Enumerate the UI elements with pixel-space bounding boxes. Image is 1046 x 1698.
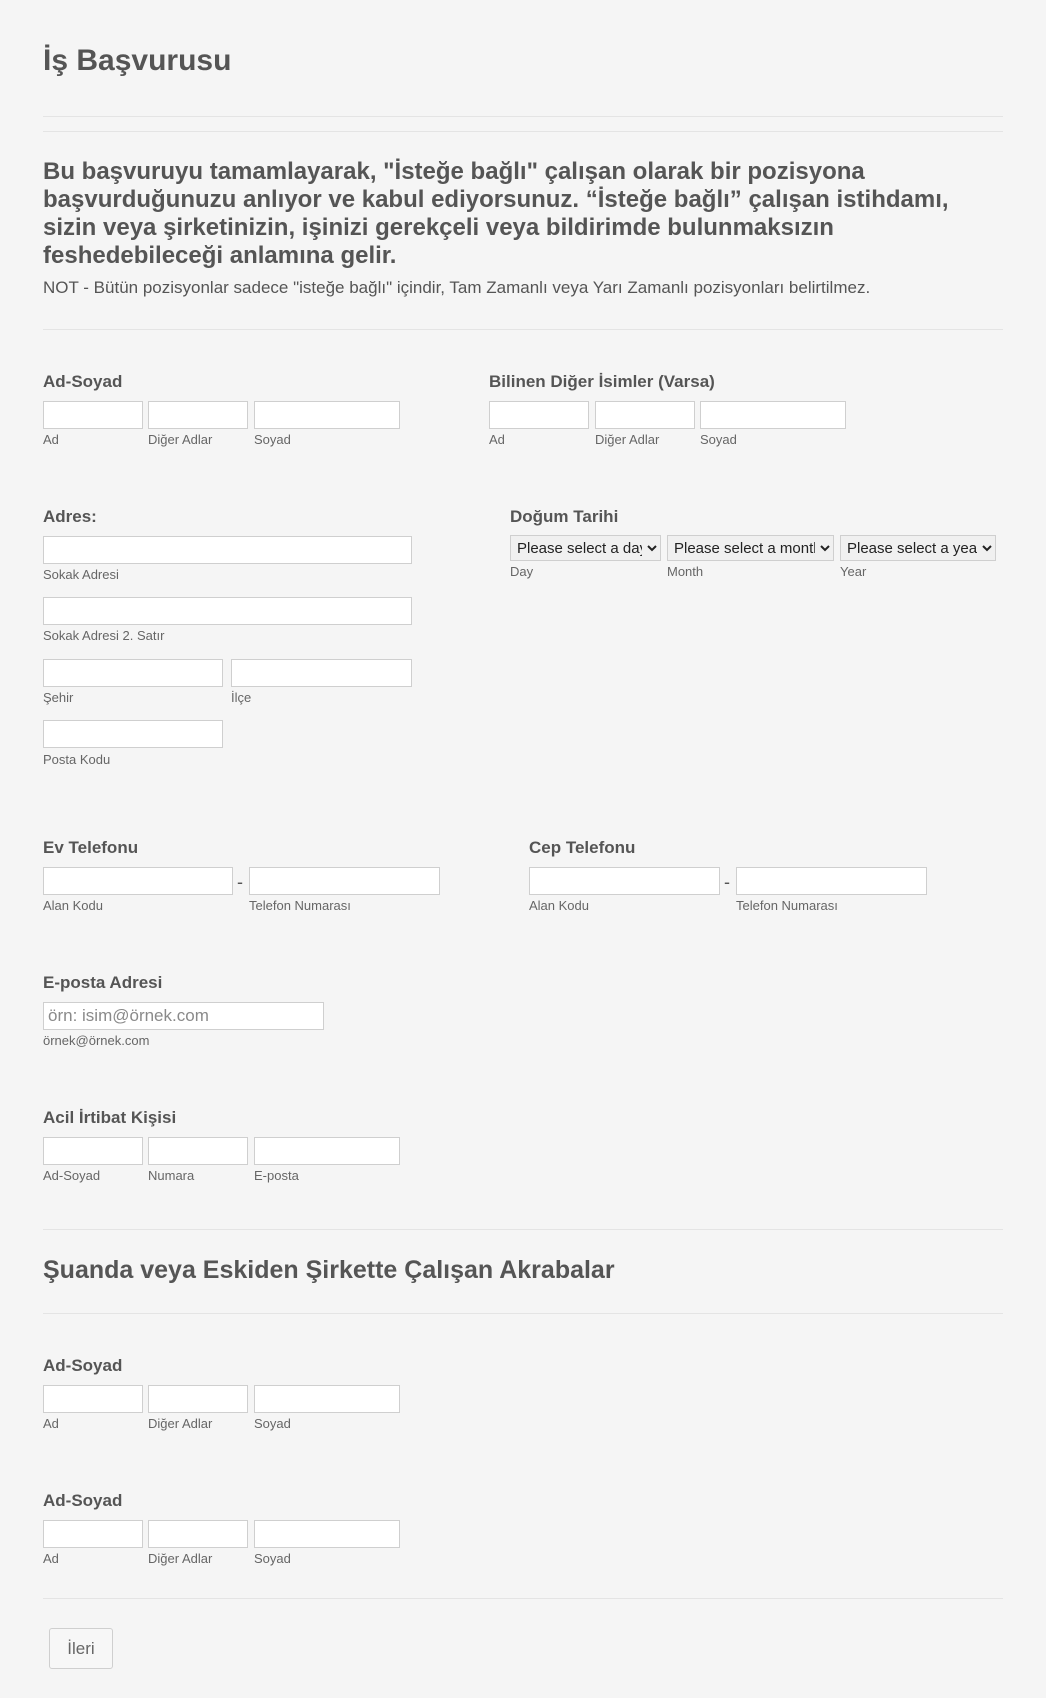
- home-phone-label: Ev Telefonu: [43, 838, 139, 857]
- birth-month-sublabel: Month: [667, 564, 704, 579]
- birth-day-select[interactable]: [510, 535, 661, 561]
- other-names-first-sublabel: Ad: [489, 432, 505, 447]
- relative-1-name-label: Ad-Soyad: [43, 1356, 123, 1375]
- address-label: Adres:: [43, 507, 97, 526]
- relative-2-last-sublabel: Soyad: [254, 1551, 291, 1566]
- home-phone-number-sublabel: Telefon Numarası: [249, 898, 351, 913]
- birth-day-sublabel: Day: [510, 564, 534, 579]
- other-names-last-sublabel: Soyad: [700, 432, 737, 447]
- birth-year-sublabel: Year: [840, 564, 867, 579]
- street-address-2-sublabel: Sokak Adresi 2. Satır: [43, 628, 165, 643]
- home-phone-separator: -: [237, 872, 243, 892]
- form-title: İş Başvurusu: [43, 44, 232, 77]
- relative-2-middle-input[interactable]: [148, 1520, 248, 1548]
- other-names-last-input[interactable]: [700, 401, 846, 429]
- emergency-number-input[interactable]: [148, 1137, 248, 1165]
- relative-2-first-sublabel: Ad: [43, 1551, 59, 1566]
- email-hint: örnek@örnek.com: [43, 1033, 150, 1048]
- divider: [43, 116, 1003, 117]
- relatives-section-title: Şuanda veya Eskiden Şirkette Çalışan Akrabalar: [43, 1256, 615, 1284]
- full-name-last-input[interactable]: [254, 401, 400, 429]
- divider: [43, 1313, 1003, 1314]
- emergency-email-input[interactable]: [254, 1137, 400, 1165]
- relative-2-name-label: Ad-Soyad: [43, 1491, 123, 1510]
- street-address-input[interactable]: [43, 536, 412, 564]
- relative-1-first-sublabel: Ad: [43, 1416, 59, 1431]
- email-label: E-posta Adresi: [43, 973, 163, 992]
- divider: [43, 1598, 1003, 1599]
- mobile-phone-number-sublabel: Telefon Numarası: [736, 898, 838, 913]
- relative-1-first-input[interactable]: [43, 1385, 143, 1413]
- postal-code-sublabel: Posta Kodu: [43, 752, 111, 767]
- birth-year-select[interactable]: [840, 535, 996, 561]
- full-name-middle-input[interactable]: [148, 401, 248, 429]
- relative-2-middle-sublabel: Diğer Adlar: [148, 1551, 213, 1566]
- full-name-first-input[interactable]: [43, 401, 143, 429]
- full-name-middle-sublabel: Diğer Adlar: [148, 432, 213, 447]
- city-sublabel: Şehir: [43, 690, 74, 705]
- district-sublabel: İlçe: [231, 690, 252, 705]
- emergency-name-input[interactable]: [43, 1137, 143, 1165]
- street-address-2-input[interactable]: [43, 597, 412, 625]
- divider: [43, 131, 1003, 132]
- intro-heading: Bu başvuruyu tamamlayarak, "İsteğe bağlı" çalışan olarak bir pozisyona başvurduğunuzu anlıyor ve kabul ediyorsunuz. “İsteğe bağlı” çalışan istihdamı, sizin veya şirketinizin, işinizi gerekçeli veya bildirimde bulunmaksızın feshedebileceği anlamına gelir.: [43, 158, 949, 269]
- divider: [43, 1229, 1003, 1230]
- street-address-sublabel: Sokak Adresi: [43, 567, 119, 582]
- other-names-label: Bilinen Diğer İsimler (Varsa): [489, 372, 715, 391]
- emergency-name-sublabel: Ad-Soyad: [43, 1168, 101, 1183]
- emergency-number-sublabel: Numara: [148, 1168, 195, 1183]
- postal-code-input[interactable]: [43, 720, 223, 748]
- other-names-middle-sublabel: Diğer Adlar: [595, 432, 660, 447]
- relative-1-middle-sublabel: Diğer Adlar: [148, 1416, 213, 1431]
- relative-1-last-sublabel: Soyad: [254, 1416, 291, 1431]
- full-name-first-sublabel: Ad: [43, 432, 59, 447]
- next-button[interactable]: İleri: [49, 1628, 113, 1669]
- full-name-label: Ad-Soyad: [43, 372, 123, 391]
- divider: [43, 329, 1003, 330]
- birth-date-label: Doğum Tarihi: [510, 507, 619, 526]
- email-input[interactable]: [43, 1002, 324, 1030]
- home-phone-area-sublabel: Alan Kodu: [43, 898, 103, 913]
- home-phone-area-input[interactable]: [43, 867, 233, 895]
- full-name-last-sublabel: Soyad: [254, 432, 291, 447]
- intro-note: NOT - Bütün pozisyonlar sadece "isteğe bağlı" içindir, Tam Zamanlı veya Yarı Zamanlı pozisyonları belirtilmez.: [43, 278, 871, 297]
- mobile-phone-separator: -: [724, 872, 730, 892]
- mobile-phone-label: Cep Telefonu: [529, 838, 636, 857]
- other-names-first-input[interactable]: [489, 401, 589, 429]
- mobile-phone-number-input[interactable]: [736, 867, 927, 895]
- emergency-email-sublabel: E-posta: [254, 1168, 299, 1183]
- district-input[interactable]: [231, 659, 412, 687]
- mobile-phone-area-sublabel: Alan Kodu: [529, 898, 589, 913]
- relative-2-first-input[interactable]: [43, 1520, 143, 1548]
- city-input[interactable]: [43, 659, 223, 687]
- other-names-middle-input[interactable]: [595, 401, 695, 429]
- mobile-phone-area-input[interactable]: [529, 867, 720, 895]
- emergency-contact-label: Acil İrtibat Kişisi: [43, 1108, 177, 1127]
- relative-1-middle-input[interactable]: [148, 1385, 248, 1413]
- birth-month-select[interactable]: [667, 535, 834, 561]
- relative-2-last-input[interactable]: [254, 1520, 400, 1548]
- home-phone-number-input[interactable]: [249, 867, 440, 895]
- relative-1-last-input[interactable]: [254, 1385, 400, 1413]
